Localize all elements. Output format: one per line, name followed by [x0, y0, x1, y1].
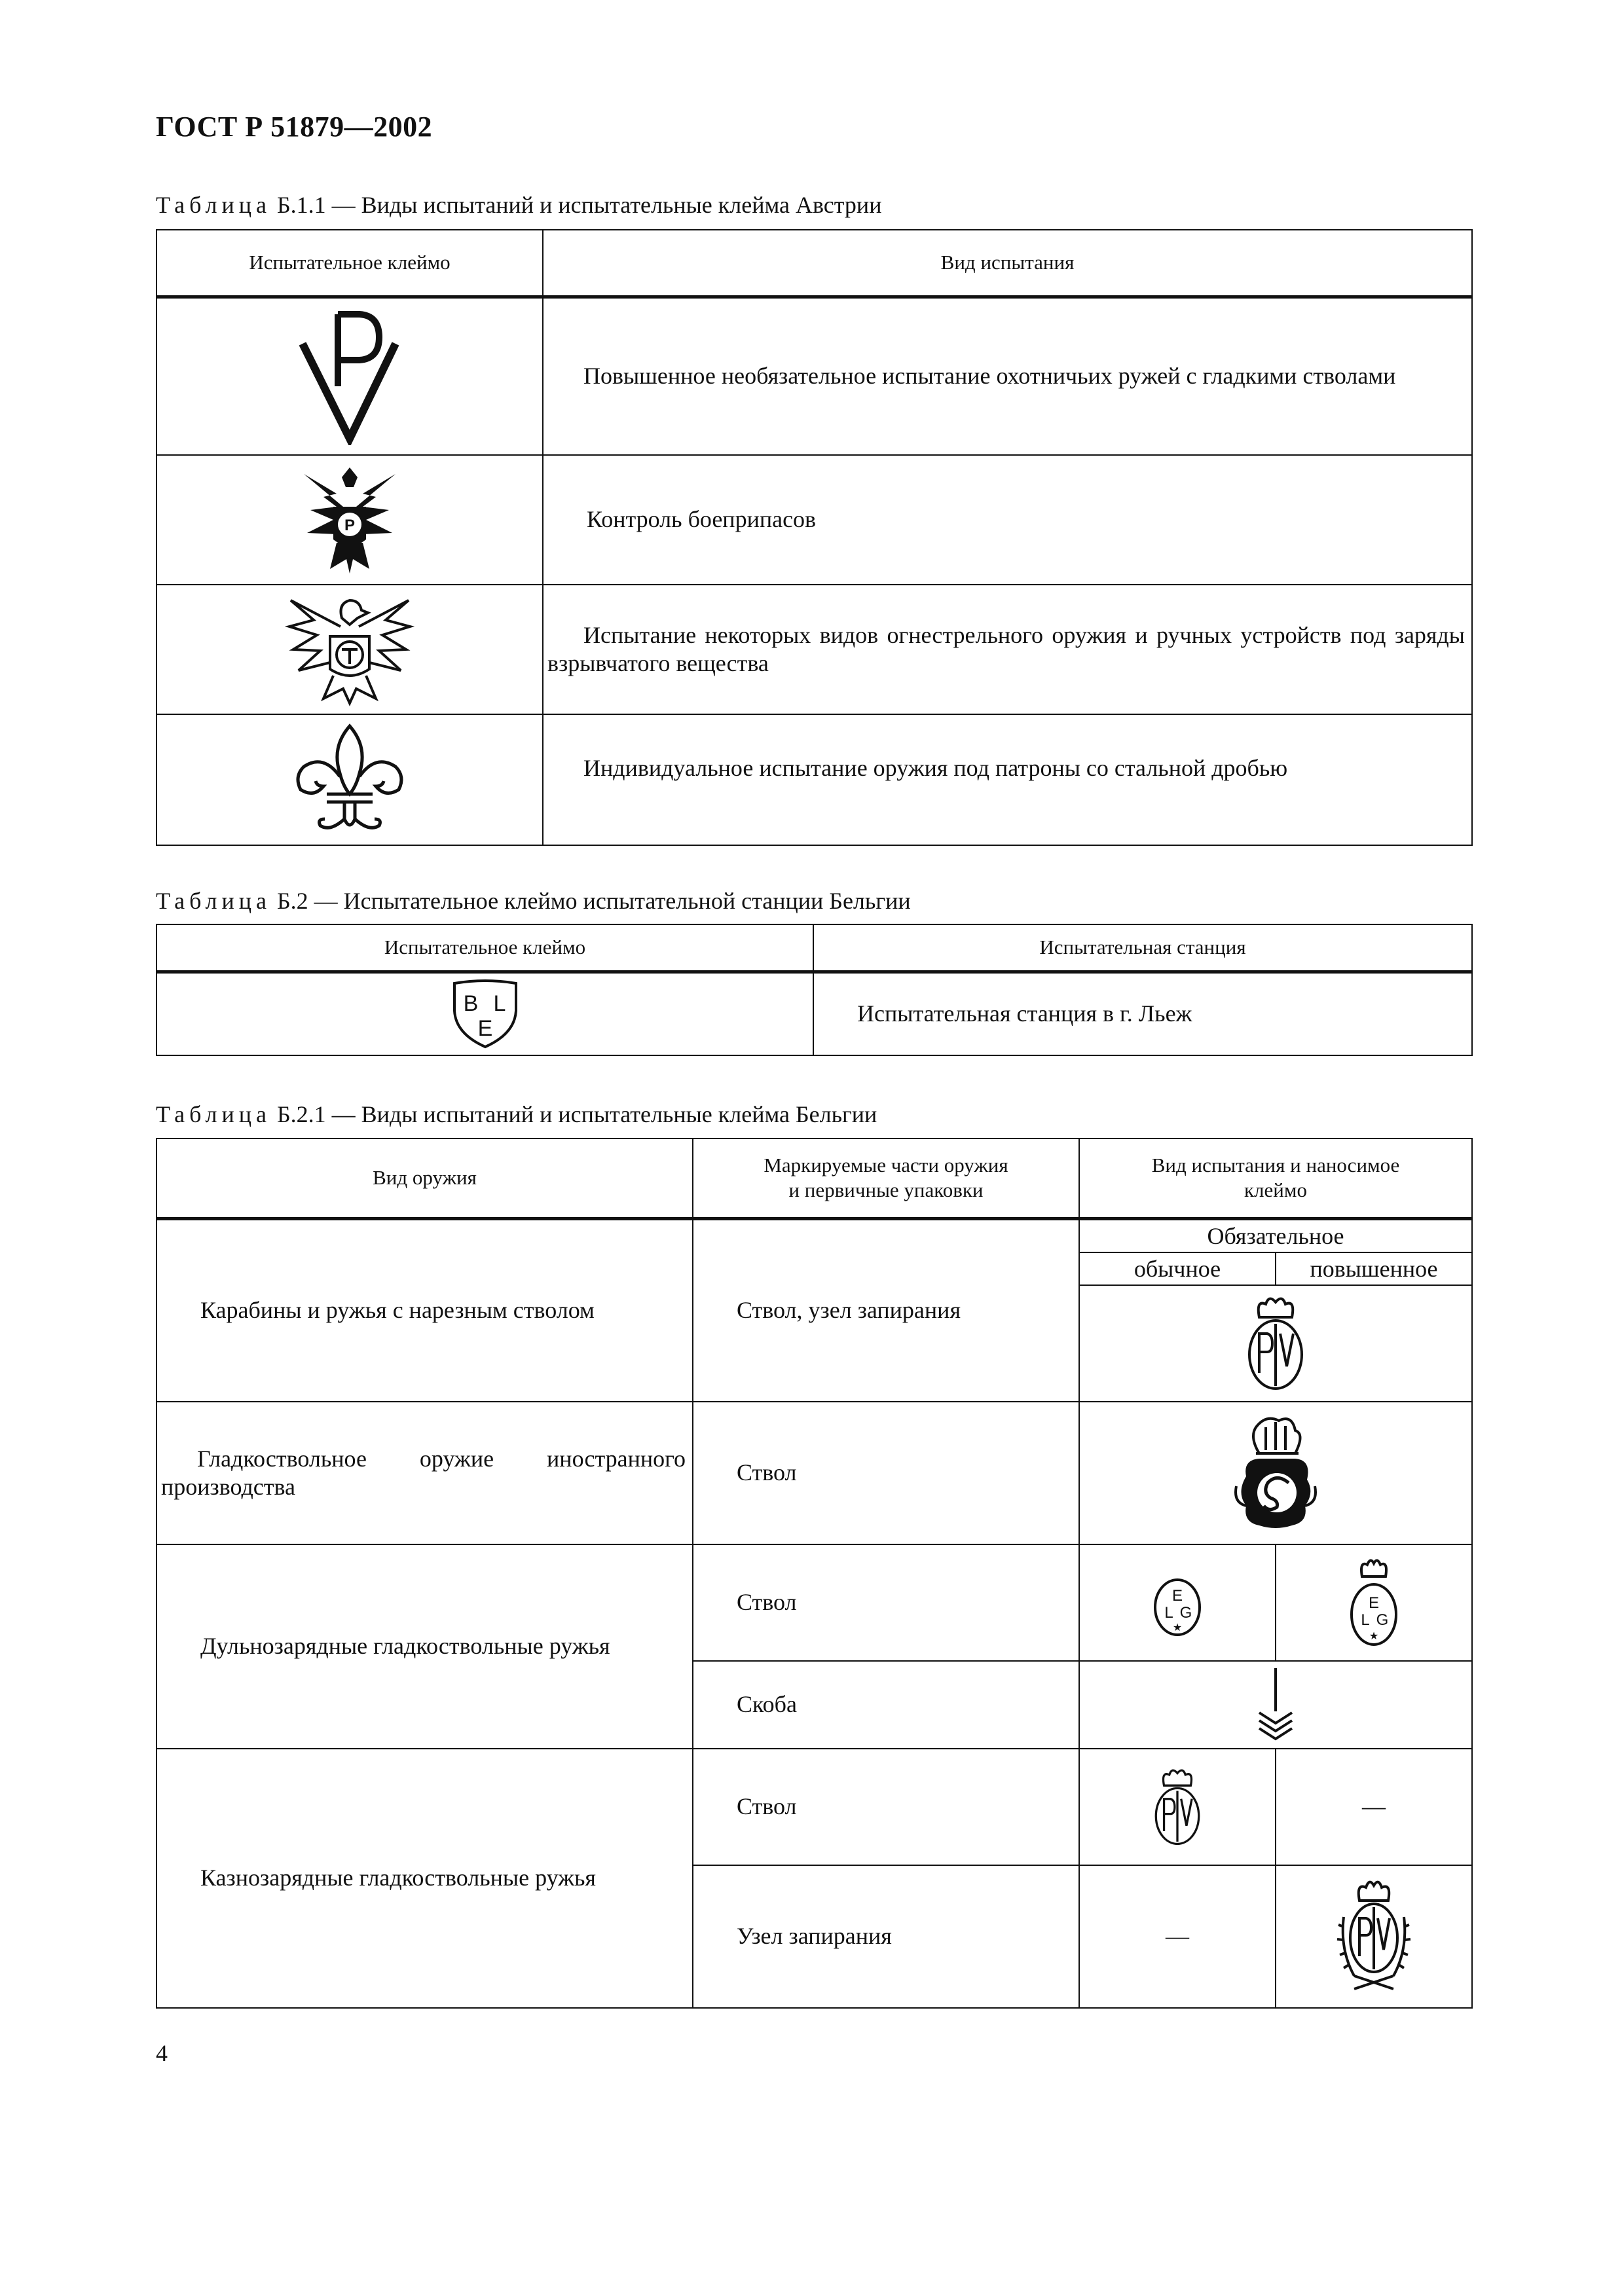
- subheader-enhanced: повышенное: [1276, 1252, 1472, 1285]
- fleur-de-lis-mark-icon: [284, 721, 415, 839]
- table-row: [157, 1544, 1472, 1661]
- mark-cell: [157, 585, 543, 714]
- table-row: [157, 1402, 1472, 1544]
- enhanced-mark-cell: [1276, 1865, 1472, 2008]
- table-b2-caption: [156, 887, 911, 915]
- table-row: [157, 1749, 1472, 1865]
- table-row: [157, 297, 1472, 455]
- header-station: Испытательная станция: [813, 924, 1472, 972]
- svg-text:L: L: [493, 991, 506, 1016]
- arrow-chevron-mark-icon: [1253, 1666, 1299, 1744]
- crowned-pv-oval-mark-icon: [1240, 1294, 1312, 1393]
- table-b2: [156, 924, 1473, 1056]
- ordinary-mark-cell: —: [1079, 1865, 1276, 2008]
- weapon-type: Карабины и ружья с нарезным стволом: [157, 1218, 693, 1402]
- mark-cell: [157, 714, 543, 845]
- mark-cell: [157, 455, 543, 585]
- mark-cell: [1079, 1285, 1472, 1402]
- weapon-type: Дульнозарядные гладкоствольные ружья: [157, 1544, 693, 1749]
- crowned-elg-oval-mark-icon: [1348, 1557, 1400, 1649]
- header-mark: Испытательное клеймо: [157, 230, 543, 297]
- caption-word: Таблица: [156, 888, 271, 914]
- ordinary-mark-cell: [1079, 1544, 1276, 1661]
- caption-word: Таблица: [156, 192, 271, 218]
- caption-text: Б.2.1 — Виды испытаний и испытательные клейма Бельгии: [276, 1101, 877, 1127]
- mark-cell: [1079, 1402, 1472, 1544]
- svg-text:E: E: [477, 1015, 492, 1041]
- svg-text:G: G: [1179, 1604, 1192, 1622]
- mark-cell: [1079, 1661, 1472, 1749]
- table-header-row: [157, 1139, 1472, 1218]
- table-row: [157, 585, 1472, 714]
- header-parts-line1: Маркируемые части оружия: [764, 1153, 1008, 1176]
- svg-text:★: ★: [1172, 1621, 1183, 1633]
- weapon-type: Казнозарядные гладкоствольные ружья: [157, 1749, 693, 2008]
- svg-text:★: ★: [1369, 1630, 1379, 1642]
- table-header-row: [157, 924, 1472, 972]
- elg-oval-mark-icon: [1151, 1567, 1204, 1639]
- table-header-row: [157, 230, 1472, 297]
- svg-text:L: L: [1164, 1604, 1173, 1622]
- pv-mark-icon: [297, 308, 402, 445]
- caption-word: Таблица: [156, 1101, 271, 1127]
- crowned-lion-mark-icon: [1230, 1414, 1321, 1532]
- marked-part: Ствол: [693, 1544, 1079, 1661]
- header-test-line1: Вид испытания и наносимое: [1151, 1153, 1400, 1176]
- table-b11: [156, 229, 1473, 846]
- table-b21-caption: [156, 1101, 877, 1128]
- svg-text:B: B: [463, 991, 478, 1016]
- header-test-mark: [1079, 1139, 1472, 1218]
- table-row: [157, 455, 1472, 585]
- table-row: [157, 972, 1472, 1055]
- marked-part: Ствол: [693, 1402, 1079, 1544]
- eagle-t-mark-icon: [284, 591, 415, 708]
- test-description: Контроль боеприпасов: [543, 455, 1472, 585]
- table-b21: [156, 1138, 1473, 2009]
- caption-text: Б.2 — Испытательное клеймо испытательной станции Бельгии: [276, 888, 911, 914]
- marked-part: Ствол, узел запирания: [693, 1218, 1079, 1402]
- enhanced-mark-cell: —: [1276, 1749, 1472, 1865]
- svg-text:G: G: [1376, 1611, 1389, 1629]
- subheader-mandatory: Обязательное: [1079, 1218, 1472, 1252]
- table-row: [157, 714, 1472, 845]
- test-description: Испытание некоторых видов огнестрельного оружия и ручных устройств под заряды взрывчатого вещества: [543, 585, 1472, 714]
- table-b11-caption: [156, 191, 881, 219]
- station-name: Испытательная станция в г. Льеж: [813, 972, 1472, 1055]
- mark-cell: [157, 297, 543, 455]
- svg-text:E: E: [1368, 1594, 1380, 1612]
- svg-text:E: E: [1171, 1587, 1183, 1605]
- header-weapon: Вид оружия: [157, 1139, 693, 1218]
- table-row: [157, 1218, 1472, 1252]
- weapon-type: Гладкоствольное оружие иностранного производства: [157, 1402, 693, 1544]
- crowned-pv-oval-mark-icon: [1148, 1758, 1207, 1856]
- subheader-ordinary: обычное: [1079, 1252, 1276, 1285]
- header-parts: [693, 1139, 1079, 1218]
- page-number: 4: [156, 2040, 168, 2066]
- test-description: Повышенное необязательное испытание охотничьих ружей с гладкими стволами: [543, 297, 1472, 455]
- ordinary-mark-cell: [1079, 1749, 1276, 1865]
- enhanced-mark-cell: [1276, 1544, 1472, 1661]
- ble-shield-mark-icon: [449, 978, 521, 1050]
- document-title: ГОСТ Р 51879—2002: [156, 111, 433, 143]
- test-description: Индивидуальное испытание оружия под патроны со стальной дробью: [543, 714, 1472, 845]
- marked-part: Ствол: [693, 1749, 1079, 1865]
- header-test-line2: клеймо: [1244, 1178, 1307, 1202]
- svg-text:P: P: [344, 517, 356, 534]
- marked-part: Скоба: [693, 1661, 1079, 1749]
- marked-part: Узел запирания: [693, 1865, 1079, 2008]
- header-mark: Испытательное клеймо: [157, 924, 813, 972]
- wreathed-crowned-pv-mark-icon: [1335, 1878, 1413, 1995]
- header-test-type: Вид испытания: [543, 230, 1472, 297]
- svg-text:L: L: [1361, 1611, 1370, 1629]
- caption-text: Б.1.1 — Виды испытаний и испытательные клейма Австрии: [276, 192, 882, 218]
- mark-cell: [157, 972, 813, 1055]
- eagle-p-mark-icon: [297, 461, 402, 579]
- header-parts-line2: и первичные упаковки: [788, 1178, 984, 1202]
